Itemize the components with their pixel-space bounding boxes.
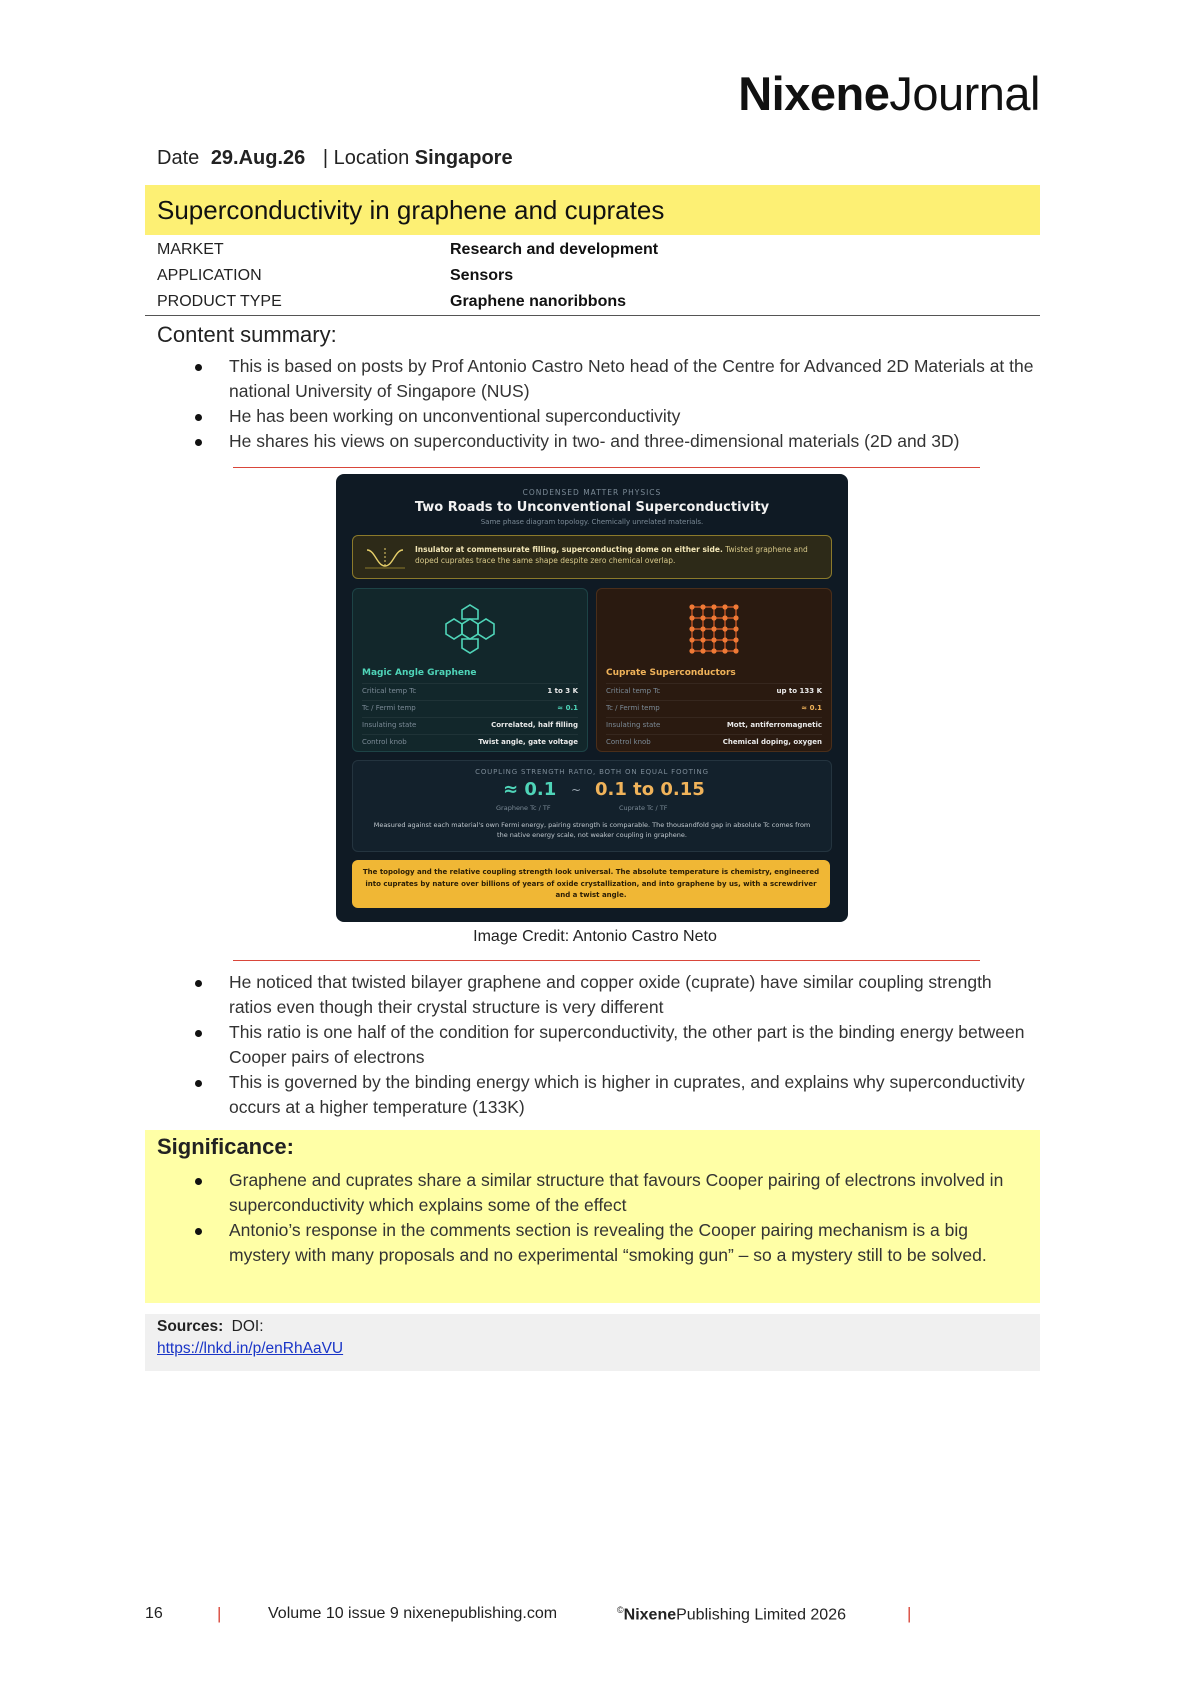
meta-row — [157, 265, 1040, 291]
row-value: Correlated, half filling — [491, 721, 578, 729]
meta-key: APPLICATION — [157, 267, 262, 284]
bullet-icon — [195, 364, 202, 371]
banner-rest: Twisted graphene and doped cuprates trace the same shape despite zero chemical overlap. — [415, 545, 808, 565]
bullet-icon — [195, 1030, 202, 1037]
coupling-caption: Measured against each material's own Fermi energy, pairing strength is comparable. The thousandfold gap in absolute Tc comes from the native energy scale, not weaker coupling in graphene. — [373, 821, 811, 839]
location-value: Singapore — [414, 147, 513, 169]
coupling-value-graphene: ≈ 0.1 — [503, 779, 557, 800]
row-value: Twist angle, gate voltage — [478, 738, 578, 746]
conclusion-box — [352, 860, 830, 908]
list-item — [195, 354, 1035, 404]
bullet-icon — [195, 1080, 202, 1087]
list-item-text: Antonio’s response in the comments section is revealing the Cooper pairing mechanism is a big mystery with many proposals and no experimental “smoking gun” – so a mystery still to be solved. — [229, 1220, 987, 1265]
infographic-subtitle: Same phase diagram topology. Chemically unrelated materials. — [480, 518, 704, 526]
footer-separator: | — [217, 1604, 222, 1623]
row-key: Control knob — [606, 738, 651, 746]
list-item-text: Graphene and cuprates share a similar structure that favours Cooper pairing of electrons involved in superconductivity which explains some of the effect — [229, 1170, 1004, 1215]
infographic-banner — [352, 535, 832, 579]
row-key: Insulating state — [362, 721, 417, 729]
card-row — [362, 700, 578, 717]
logo-bold: Nixene — [738, 67, 890, 120]
footer-separator: | — [907, 1604, 912, 1623]
location-label: | Location — [322, 147, 410, 169]
row-value: Mott, antiferromagnetic — [726, 721, 822, 729]
graphene-lattice-icon — [440, 601, 500, 661]
card-row — [362, 717, 578, 734]
row-key: Tc / Fermi temp — [362, 704, 416, 712]
coupling-tilde: ~ — [571, 783, 582, 797]
summary-list — [195, 354, 1035, 454]
row-value: Chemical doping, oxygen — [722, 738, 822, 746]
row-key: Critical temp Tc — [606, 687, 661, 695]
list-item-text: This is governed by the binding energy which is higher in cuprates, and explains why superconductivity occurs at a higher temperature (133K) — [229, 1072, 1025, 1117]
row-value: ≈ 0.1 — [801, 704, 822, 712]
cuprate-card — [596, 588, 832, 752]
list-item-text: This ratio is one half of the condition for superconductivity, the other part is the binding energy between Cooper pairs of electrons — [229, 1022, 1025, 1067]
list-item — [195, 1218, 1025, 1268]
sources-label: Sources: — [157, 1318, 224, 1335]
row-key: Insulating state — [606, 721, 661, 729]
list-item-text: He noticed that twisted bilayer graphene and copper oxide (cuprate) have similar coupling strength ratios even though their crystal structure is very different — [229, 972, 992, 1017]
conclusion-text: The topology and the relative coupling strength look universal. The absolute temperature is chemistry, engineered into cuprates by nature over billions of years of oxide crystallization, and into graphene by us, with a screwdriver and a twist angle. — [362, 868, 820, 899]
coupling-panel — [352, 760, 832, 852]
publisher-bold: Nixene — [623, 1606, 677, 1624]
list-item — [195, 1020, 1035, 1070]
bullet-icon — [195, 1178, 202, 1185]
bullet-icon — [195, 414, 202, 421]
list-item-text: He has been working on unconventional superconductivity — [229, 406, 681, 426]
cuprate-card-rows — [606, 683, 822, 751]
sources-box — [145, 1314, 1040, 1371]
coupling-label-cuprate: Cuprate Tc / TF — [619, 804, 668, 812]
graphene-card-title: Magic Angle Graphene — [362, 668, 477, 678]
card-row — [362, 683, 578, 700]
banner-bold: Insulator at commensurate filling, superconducting dome on either side. — [415, 545, 723, 554]
card-row — [606, 683, 822, 700]
row-value: 1 to 3 K — [547, 687, 578, 695]
date-value: 29.Aug.26 — [210, 147, 306, 169]
dateline — [157, 147, 513, 170]
meta-row — [157, 239, 1040, 265]
significance-heading: Significance: — [157, 1134, 294, 1159]
coupling-kicker: COUPLING STRENGTH RATIO, BOTH ON EQUAL FOOTING — [475, 768, 709, 776]
card-row — [606, 717, 822, 734]
source-link[interactable]: https://lnkd.in/p/enRhAaVU — [157, 1340, 344, 1357]
image-credit: Image Credit: Antonio Castro Neto — [473, 928, 717, 945]
list-item-text: He shares his views on superconductivity in two- and three-dimensional materials (2D and 3D) — [229, 431, 960, 451]
meta-row — [157, 291, 1040, 317]
row-value: ≈ 0.1 — [557, 704, 578, 712]
date-label: Date — [157, 147, 200, 169]
article-title: Superconductivity in graphene and cuprates — [157, 195, 665, 225]
red-divider — [233, 960, 980, 961]
list-item-text: This is based on posts by Prof Antonio Castro Neto head of the Centre for Advanced 2D Materials at the national University of Singapore (NUS) — [229, 356, 1034, 401]
meta-value: Sensors — [450, 267, 514, 284]
banner-text — [415, 544, 815, 566]
meta-table — [157, 239, 1040, 317]
row-key: Tc / Fermi temp — [606, 704, 660, 712]
card-row — [606, 734, 822, 751]
row-key: Critical temp Tc — [362, 687, 417, 695]
bullet-icon — [195, 1228, 202, 1235]
infographic-title: Two Roads to Unconventional Superconductivity — [414, 500, 770, 515]
list-item — [195, 1070, 1035, 1120]
footer-volume: Volume 10 issue 9 nixenepublishing.com — [268, 1605, 558, 1622]
meta-value: Research and development — [450, 241, 659, 258]
publisher-rest: Publishing Limited 2026 — [676, 1606, 846, 1624]
row-key: Control knob — [362, 738, 407, 746]
cuprate-lattice-icon — [686, 601, 742, 657]
sources-doi: DOI: — [231, 1318, 264, 1335]
meta-divider — [145, 315, 1040, 316]
sources-line — [157, 1318, 264, 1336]
significance-box — [145, 1130, 1040, 1303]
article-title-bar — [145, 185, 1040, 235]
significance-list — [195, 1168, 1025, 1268]
summary-heading: Content summary: — [157, 322, 337, 347]
graphene-card-rows — [362, 683, 578, 751]
footer-page-number: 16 — [145, 1605, 163, 1622]
red-divider — [233, 467, 980, 468]
list-item — [195, 404, 1035, 429]
phase-dome-icon — [363, 542, 407, 572]
meta-key: MARKET — [157, 241, 224, 258]
card-row — [362, 734, 578, 751]
copyright-symbol: © — [617, 1605, 624, 1615]
card-row — [606, 700, 822, 717]
row-value: up to 133 K — [776, 687, 822, 695]
bullet-icon — [195, 439, 202, 446]
meta-key: PRODUCT TYPE — [157, 293, 282, 310]
coupling-label-graphene: Graphene Tc / TF — [496, 804, 551, 812]
list-item — [195, 429, 1035, 454]
meta-value: Graphene nanoribbons — [450, 293, 627, 310]
details-list — [195, 970, 1035, 1120]
list-item — [195, 1168, 1025, 1218]
bullet-icon — [195, 980, 202, 987]
graphene-card — [352, 588, 588, 752]
coupling-value-cuprate: 0.1 to 0.15 — [595, 779, 705, 800]
journal-logo — [738, 66, 1040, 121]
logo-light: Journal — [889, 67, 1040, 120]
list-item — [195, 970, 1035, 1020]
infographic — [336, 474, 848, 922]
cuprate-card-title: Cuprate Superconductors — [606, 668, 736, 678]
footer-copyright — [617, 1605, 846, 1624]
infographic-kicker: CONDENSED MATTER PHYSICS — [522, 488, 662, 497]
